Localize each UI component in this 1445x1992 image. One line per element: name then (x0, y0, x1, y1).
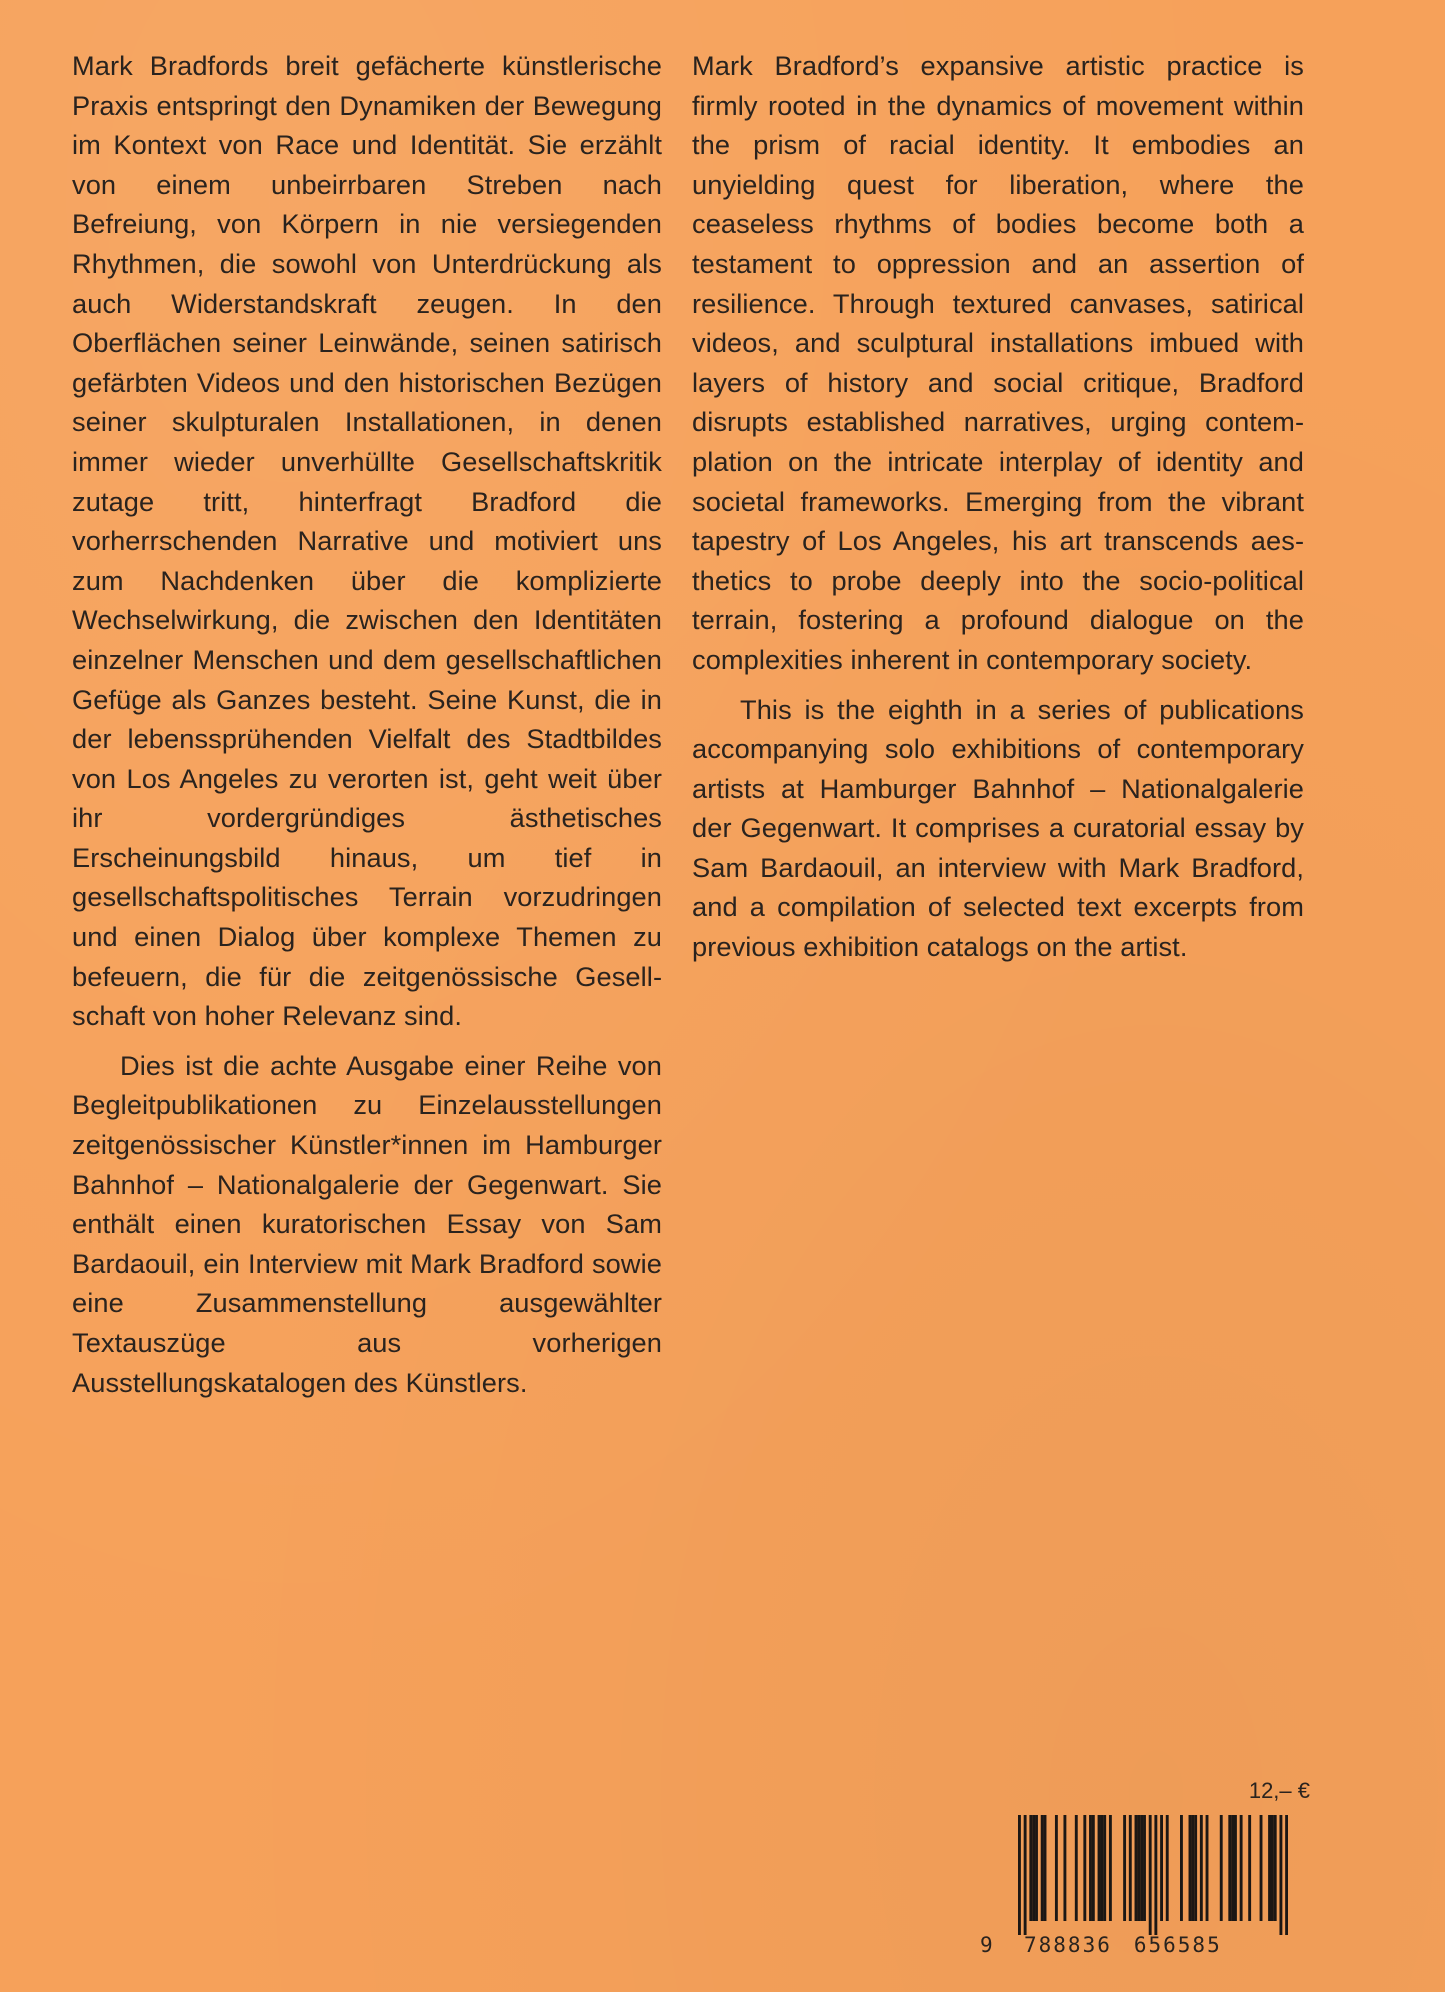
barcode-bar (1268, 1815, 1271, 1921)
barcode-bar (1240, 1815, 1243, 1921)
barcode-bar (1075, 1815, 1078, 1921)
barcode-bar (1129, 1815, 1132, 1921)
barcode-bar (1041, 1815, 1044, 1921)
isbn-number (980, 1933, 1315, 1957)
german-text-column (72, 46, 662, 1412)
english-paragraph-1: Mark Bradford’s expansive artistic practice is firmly rooted in the dynamics of movement within the prism of racial identity. It embodies an unyielding quest for liberation, where the ceaseless rhythms of bodies become both a testament to oppression and an assertion of resilience. Through textured canvases, satirical videos, and sculptural installations imbued with layers of history and social critique, Bradford disrupts established narratives, urging contemplation on the intricate interplay of identity and societal frameworks. Emerging from the vibrant tapestry of Los Angeles, his art transcends aesthetics to probe deeply into the socio-political terrain, fostering a profound dialogue on the complexities inherent in contemporary society. (692, 50, 1304, 675)
barcode-bar (1271, 1815, 1274, 1921)
barcode-bar (1092, 1815, 1095, 1921)
barcode-bar (1180, 1815, 1183, 1921)
barcode-bar (1024, 1815, 1027, 1935)
isbn-barcode (980, 1815, 1315, 1965)
barcode-bar (1191, 1815, 1194, 1921)
barcode-bar (1143, 1815, 1146, 1921)
barcode-bar (1200, 1815, 1203, 1921)
barcode-bar (1154, 1815, 1157, 1935)
barcode-bar (1234, 1815, 1237, 1921)
barcode-bars-icon (1018, 1815, 1288, 1935)
isbn-left-group: 788836 (1024, 1933, 1112, 1957)
english-paragraph-2: This is the eighth in a series of publications accompanying solo exhibitions of contemporary artists at Hamburger Bahnhof – Nationalgalerie der Gegenwart. It comprises a curatorial essay by Sam Bardaouil, an interview with Mark Bradford, and a compilation of selected text excerpts from previous exhibition catalogs on the artist. (692, 693, 1304, 963)
german-paragraph-1: Mark Bradfords breit gefächerte künstlerische Praxis entspringt den Dynamiken der Bewegung im Kontext von Race und Identität. Sie erzählt von einem unbeirrbaren Streben nach Befreiung, von Körpern in nie versiegenden Rhythmen, die sowohl von Unterdrückung als auch Widerstandskraft zeugen. In den Oberflächen seiner Leinwände, seinen satirisch gefärbten Videos und den historischen Bezügen seiner skulpturalen Installationen, in denen immer wieder unverhüllte Gesellschaftskritik zutage tritt, hinterfragt Bradford die vorherrschenden Narrative und motiviert uns zum Nachdenken über die komplizierte Wechselwirkung, die zwischen den Identitäten einzelner Menschen und dem gesellschaftlichen Gefüge als Ganzes besteht. Seine Kunst, die in der lebenssprühenden Vielfalt des Stadtbildes von Los Angeles zu verorten ist, geht weit über ihr vordergründiges ästhetisches Erscheinungsbild hinaus, um tief in gesellschaftspolitisches Terrain vorzudringen und einen Dialog über komplexe Themen zu befeuern, die für die zeitgenössische Gesellschaft von hoher Relevanz sind. (72, 50, 662, 1032)
barcode-bar (1018, 1815, 1021, 1935)
barcode-bar (1137, 1815, 1140, 1921)
barcode-bar (1206, 1815, 1209, 1921)
price-label: 12,– € (1248, 1778, 1310, 1803)
barcode-bar (1260, 1815, 1263, 1921)
barcode-bar (1248, 1815, 1251, 1921)
barcode-bar (1135, 1815, 1138, 1921)
barcode-bar (1123, 1815, 1126, 1921)
barcode-bar (1279, 1815, 1282, 1935)
barcode-bar (1228, 1815, 1231, 1921)
barcode-bar (1220, 1815, 1223, 1921)
german-paragraph-2: Dies ist die achte Ausgabe einer Reihe von Begleitpublikationen zu Einzelausstellungen zeitgenössischer Künstler*innen im Hamburger Bahnhof – Nationalgalerie der Gegenwart. Sie enthält einen kuratorischen Essay von Sam Bardaouil, ein Interview mit Mark Bradford sowie eine Zusammenstellung ausgewählter Textauszüge aus vorherigen Ausstellungskatalogen des Künstlers. (72, 1049, 662, 1398)
barcode-bar (1140, 1815, 1143, 1921)
barcode-bar (1166, 1815, 1169, 1921)
barcode-bar (1100, 1815, 1103, 1921)
barcode-bar (1055, 1815, 1058, 1921)
barcode-bar (1044, 1815, 1047, 1921)
barcode-bar (1194, 1815, 1197, 1921)
barcode-bar (1231, 1815, 1234, 1921)
barcode-bar (1032, 1815, 1035, 1921)
english-text-column (692, 46, 1304, 977)
barcode-bar (1083, 1815, 1086, 1921)
barcode-bar (1103, 1815, 1106, 1921)
barcode-bar (1098, 1815, 1101, 1921)
barcode-bar (1063, 1815, 1066, 1921)
barcode-bar (1035, 1815, 1038, 1921)
isbn-first-digit: 9 (980, 1933, 995, 1957)
barcode-bar (1149, 1815, 1152, 1935)
barcode-bar (1109, 1815, 1112, 1921)
barcode-bar (1089, 1815, 1092, 1921)
barcode-bar (1029, 1815, 1032, 1921)
barcode-bar (1285, 1815, 1288, 1935)
barcode-bar (1160, 1815, 1163, 1921)
barcode-bar (1189, 1815, 1192, 1921)
isbn-right-group: 656585 (1133, 1933, 1222, 1957)
barcode-bar (1274, 1815, 1277, 1921)
